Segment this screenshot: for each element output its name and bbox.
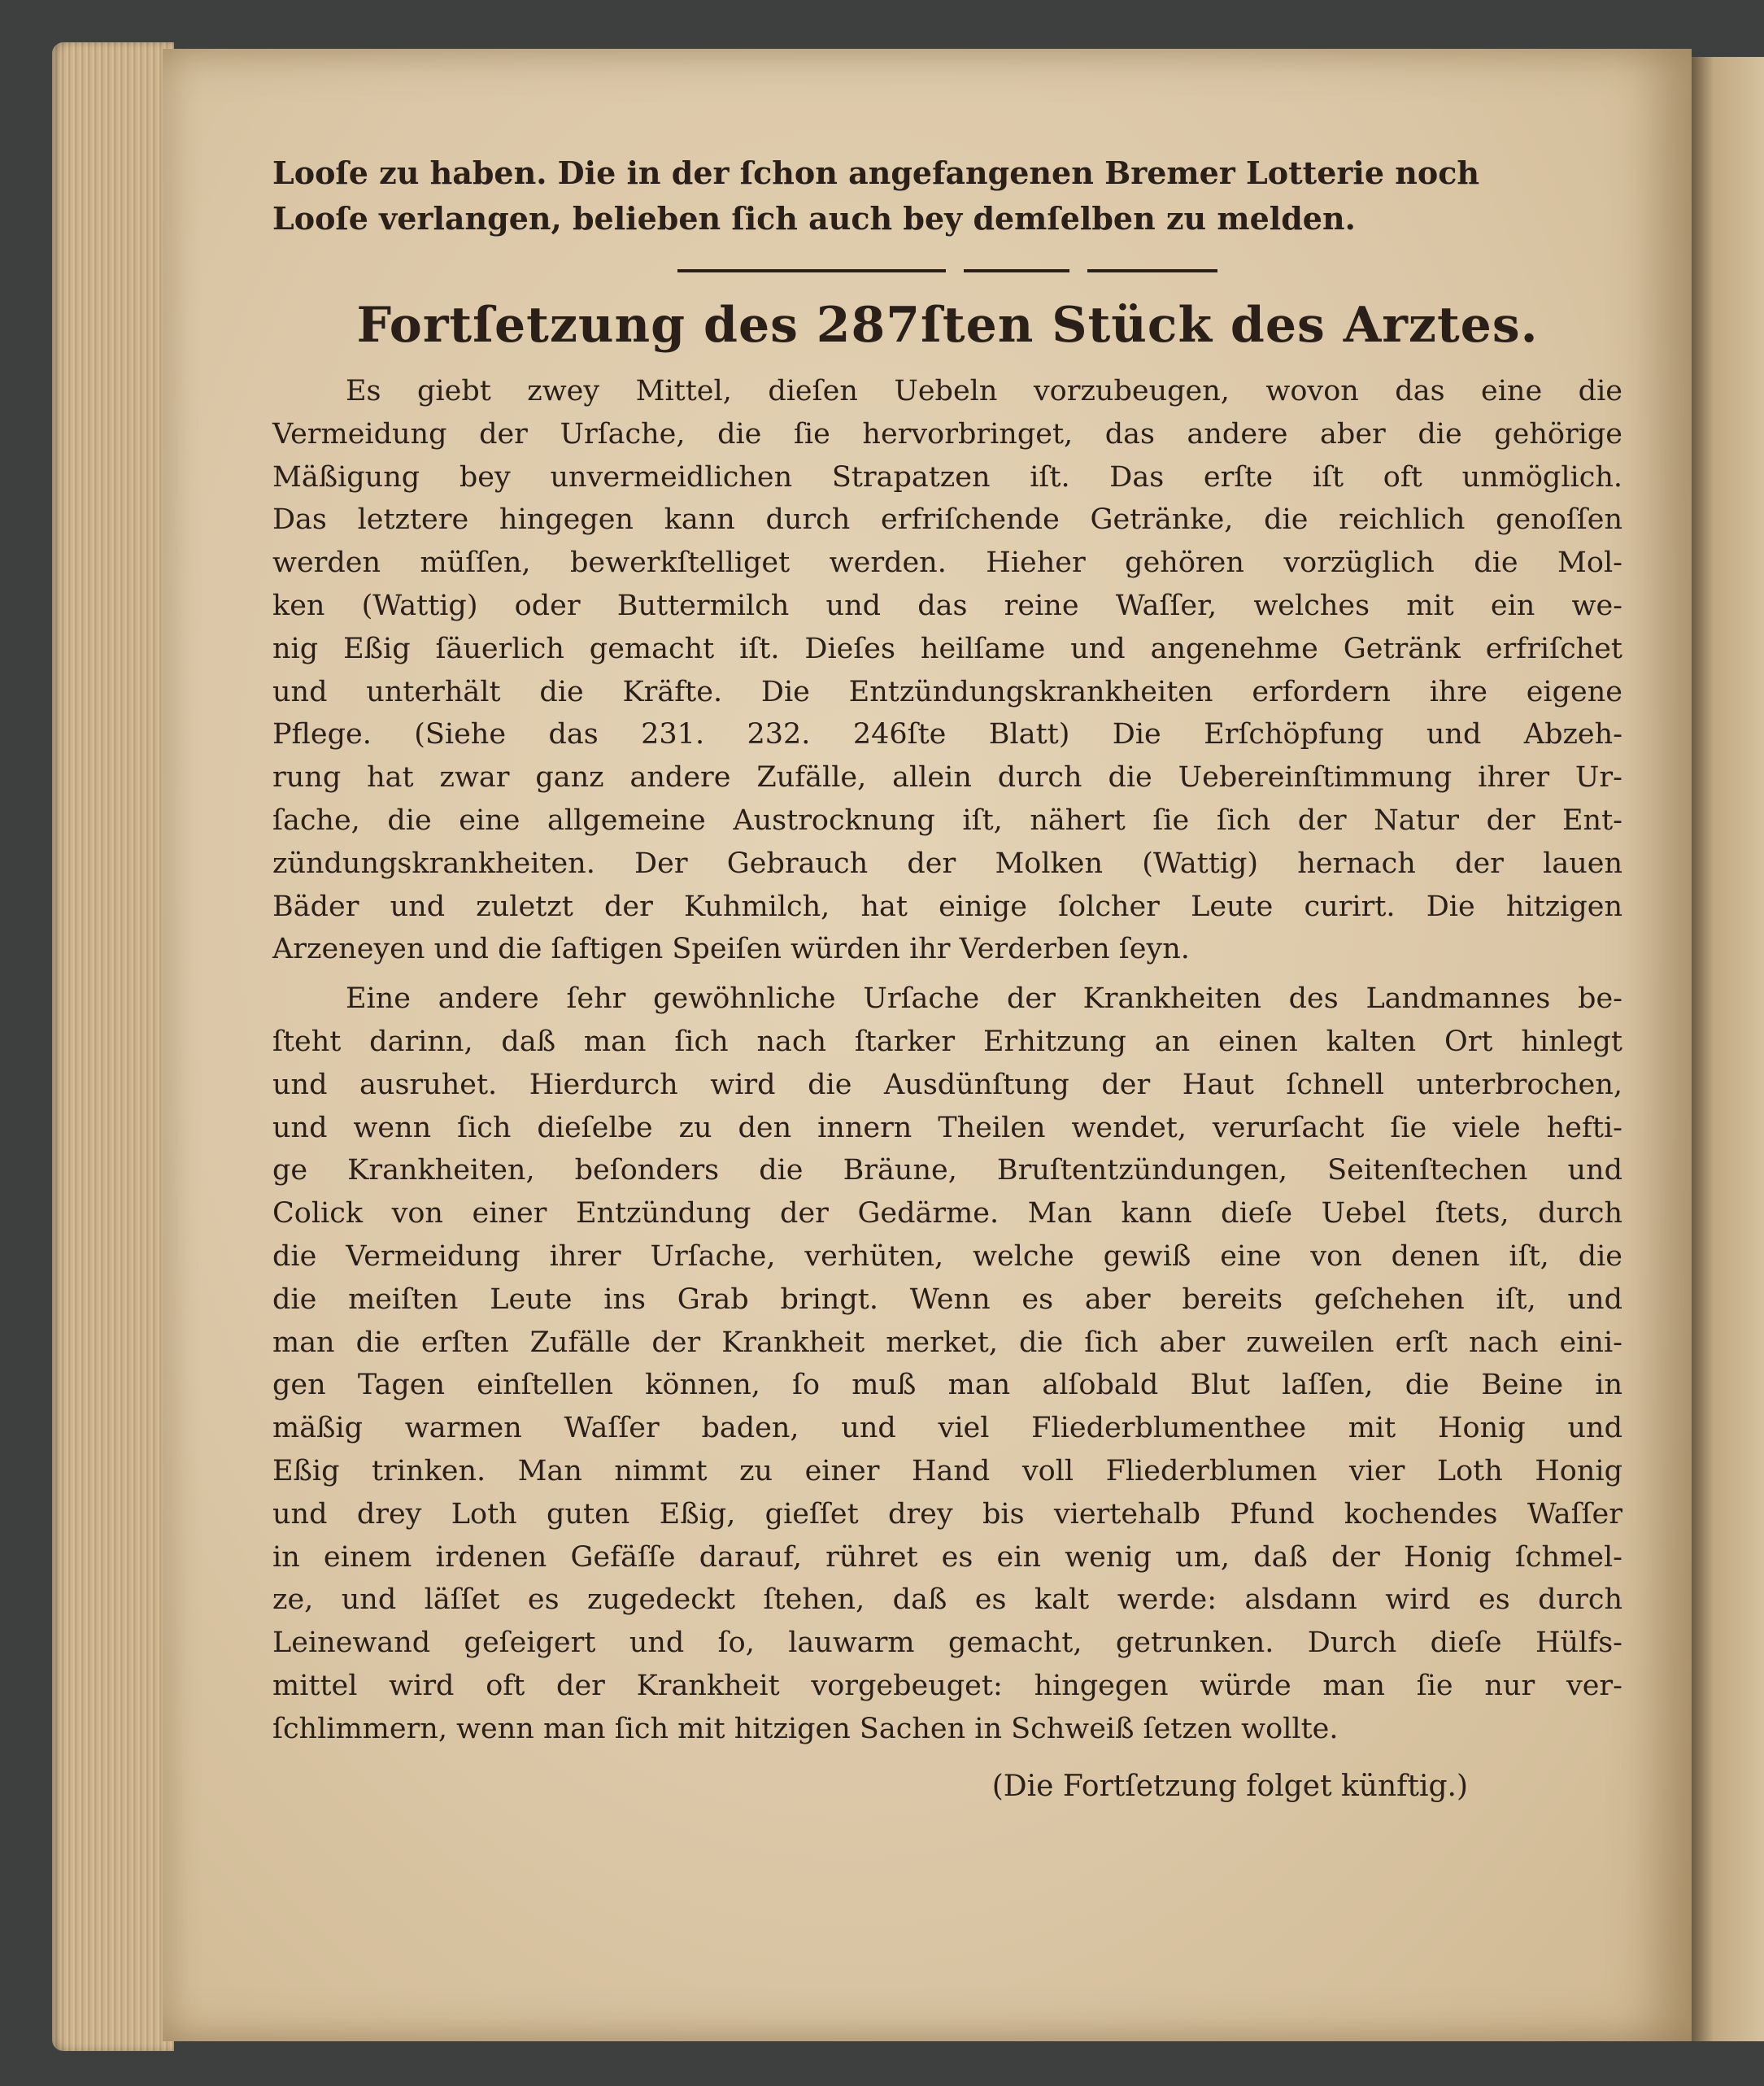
- text-line: und wenn ſich dieſelbe zu den innern Theilen wendet, verurſacht ſie viele hefti-: [272, 1111, 1622, 1144]
- divider-segment: [1087, 269, 1217, 272]
- notice-line: Looſe verlangen, belieben ſich auch bey demſelben zu melden.: [272, 200, 1356, 237]
- section-divider: [272, 269, 1622, 272]
- text-line: ſchlimmern, wenn man ſich mit hitzigen Sachen in Schweiß ſetzen wollte.: [272, 1712, 1339, 1745]
- text-line: Vermeidung der Urſache, die ſie hervorbringet, das andere aber die gehörige: [272, 417, 1622, 451]
- text-line: die Vermeidung ihrer Urſache, verhüten, welche gewiß eine von denen iſt, die: [272, 1239, 1622, 1273]
- article-title: Fortſetzung des 287ſten Stück des Arztes.: [356, 297, 1539, 354]
- notice-block: [272, 150, 1622, 242]
- text-line: nig Eßig ſäuerlich gemacht iſt. Dieſes heilſame und angenehme Getränk erfriſchet: [272, 632, 1622, 665]
- text-line: Das letztere hingegen kann durch erfriſchende Getränke, die reichlich genoſſen: [272, 503, 1622, 537]
- text-line: die meiſten Leute ins Grab bringt. Wenn es aber bereits geſchehen iſt, und: [272, 1283, 1622, 1316]
- text-line: mäßig warmen Waſſer baden, und viel Fliederblumenthee mit Honig und: [272, 1412, 1622, 1445]
- notice-line: Looſe zu haben. Die in der ſchon angefangenen Bremer Lotterie noch: [272, 155, 1479, 191]
- text-line: gen Tagen einſtellen können, ſo muß man alſobald Blut laſſen, die Beine in: [272, 1369, 1622, 1402]
- text-line: Eßig trinken. Man nimmt zu einer Hand voll Fliederblumen vier Loth Honig: [272, 1454, 1622, 1487]
- text-line: ſteht darinn, daß man ſich nach ſtarker Erhitzung an einen kalten Ort hinlegt: [272, 1025, 1622, 1058]
- text-line: ge Krankheiten, beſonders die Bräune, Bruſtentzündungen, Seitenſtechen und: [272, 1154, 1622, 1187]
- text-line: ken (Wattig) oder Buttermilch und das reine Waſſer, welches mit ein we-: [272, 589, 1622, 622]
- text-line: mittel wird oft der Krankheit vorgebeuget: hingegen würde man ſie nur ver-: [272, 1669, 1622, 1702]
- paragraph-2: [272, 978, 1622, 1750]
- text-line: werden müſſen, bewerkſtelliget werden. Hieher gehören vorzüglich die Mol-: [272, 547, 1622, 580]
- text-line: zündungskrankheiten. Der Gebrauch der Molken (Wattig) hernach der lauen: [272, 847, 1622, 880]
- text-line: Arzeneyen und die ſaftigen Speiſen würden ihr Verderben ſeyn.: [272, 933, 1190, 966]
- text-line: ze, und läſſet es zugedeckt ſtehen, daß es kalt werde: alsdann wird es durch: [272, 1583, 1622, 1617]
- text-line: Bäder und zuletzt der Kuhmilch, hat einige ſolcher Leute curirt. Die hitzigen: [272, 890, 1622, 923]
- page-text: [272, 150, 1622, 1811]
- continuation-note: (Die Fortſetzung folget künftig.): [991, 1769, 1468, 1803]
- divider-segment: [964, 269, 1069, 272]
- page-edges: [52, 42, 174, 2051]
- text-line: ſache, die eine allgemeine Austrocknung iſt, nähert ſie ſich der Natur der Ent-: [272, 803, 1622, 837]
- paragraph-1: [272, 370, 1622, 971]
- text-line: und drey Loth guten Eßig, gieſſet drey bis viertehalb Pfund kochendes Waſſer: [272, 1497, 1622, 1531]
- text-line: Pflege. (Siehe das 231. 232. 246ſte Blatt) Die Erſchöpfung und Abzeh-: [272, 718, 1622, 751]
- text-line: Es giebt zwey Mittel, dieſen Uebeln vorzubeugen, wovon das eine die: [346, 375, 1622, 407]
- text-line: rung hat zwar ganz andere Zufälle, allein durch die Uebereinſtimmung ihrer Ur-: [272, 761, 1622, 795]
- text-line: Mäßigung bey unvermeidlichen Strapatzen iſt. Das erſte iſt oft unmöglich.: [272, 460, 1622, 494]
- text-line: und ausruhet. Hierdurch wird die Ausdünſtung der Haut ſchnell unterbrochen,: [272, 1068, 1622, 1101]
- text-line: Eine andere ſehr gewöhnliche Urſache der Krankheiten des Landmannes be-: [346, 982, 1622, 1016]
- text-line: Leinewand geſeigert und ſo, lauwarm gemacht, getrunken. Durch dieſe Hülfs-: [272, 1627, 1622, 1660]
- divider-segment: [677, 269, 946, 272]
- text-line: in einem irdenen Gefäſſe darauf, rühret es ein wenig um, daß der Honig ſchmel-: [272, 1540, 1622, 1574]
- text-line: man die erſten Zufälle der Krankheit merket, die ſich aber zuweilen erſt nach eini-: [272, 1326, 1622, 1359]
- text-line: Colick von einer Entzündung der Gedärme. Man kann dieſe Uebel ſtets, durch: [272, 1197, 1622, 1230]
- text-line: und unterhält die Kräfte. Die Entzündungskrankheiten erfordern ihre eigene: [272, 675, 1622, 708]
- facing-page-edge: [1692, 57, 1764, 2041]
